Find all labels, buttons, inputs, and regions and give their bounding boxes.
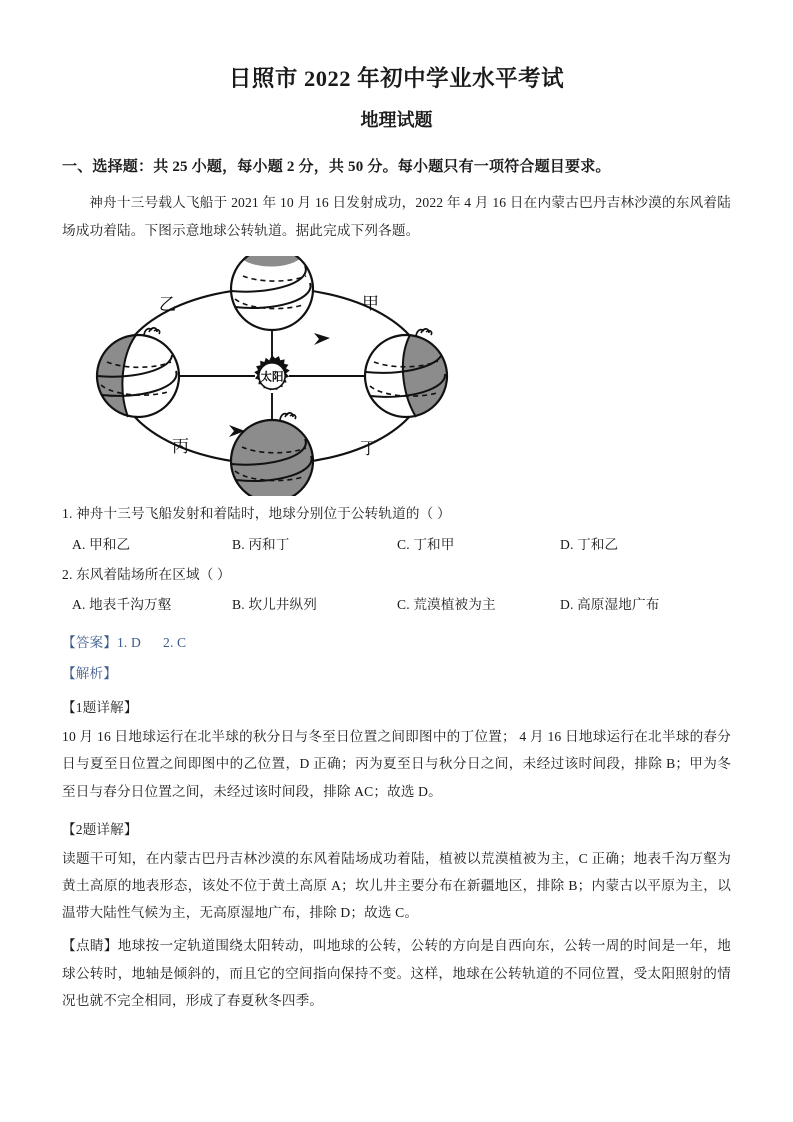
answer-line xyxy=(62,619,731,652)
question-1-option-a[interactable]: A. 甲和乙 xyxy=(72,536,131,552)
question-1-options xyxy=(62,533,731,559)
question-2-option-c[interactable]: C. 荒漠植被为主 xyxy=(397,597,496,613)
arc-label-jia: 甲 xyxy=(362,294,379,314)
globe-top xyxy=(227,256,317,334)
question-2-text: 东风着陆场所在区域（ ） xyxy=(76,566,231,582)
question-1-option-d[interactable]: D. 丁和乙 xyxy=(560,536,619,552)
answer-q1: 1. D xyxy=(116,635,141,651)
analysis-label: 【解析】 xyxy=(62,666,117,682)
analysis-tip: 【点睛】地球按一定轨道围绕太阳转动，叫地球的公转，公转的方向是自西向东，公转一周的时间是一年，地球公转时，地轴是倾斜的，而且它的空间指向保持不变。这样，地球在公转轨道的不同位置，受太阳照射的情况也就不完全相同，形成了春夏秋冬四季。 xyxy=(62,938,731,1008)
globe-bottom xyxy=(231,413,313,496)
earth-axis-tuft xyxy=(144,328,160,335)
earth-axis-tuft xyxy=(280,413,296,420)
detail-2-heading: 【2题详解】 xyxy=(62,821,138,837)
question-1-text: 神舟十三号飞船发射和着陆时，地球分别位于公转轨道的（ ） xyxy=(76,506,451,522)
answer-q2: 2. C xyxy=(163,635,187,651)
arc-label-yi: 乙 xyxy=(159,295,176,315)
question-1-number: 1. xyxy=(62,506,73,522)
arc-label-bing: 丙 xyxy=(172,437,189,457)
page-title: 日照市 2022 年初中学业水平考试 xyxy=(228,66,565,91)
question-1-option-b[interactable]: B. 丙和丁 xyxy=(232,536,290,552)
globe-left xyxy=(93,328,183,421)
sun-label: 太阳 xyxy=(260,372,284,385)
detail-1-heading: 【1题详解】 xyxy=(62,700,138,716)
globe-right xyxy=(361,329,451,421)
earth-orbit-diagram xyxy=(62,256,482,496)
sun-symbol xyxy=(254,355,290,391)
question-2-stem xyxy=(62,559,731,584)
arc-label-ding: 丁 xyxy=(360,439,377,459)
question-2-number: 2. xyxy=(62,566,73,582)
question-1-stem xyxy=(62,498,731,523)
detail-2-text: 读题干可知，在内蒙古巴丹吉林沙漠的东风着陆场成功着陆，植被以荒漠植被为主，C 正确；地表千沟万壑为黄土高原的地表形态，该处不位于黄土高原 A；坎儿井主要分布在新疆地区，排除 B；内蒙古以平原为主，以温带大陆性气候为主，无高原湿地广布，排除 D；故选 C。 xyxy=(62,850,731,921)
question-group-stem: 神舟十三号载人飞船于 2021 年 10 月 16 日发射成功，2022 年 4 月 16 日在内蒙古巴丹吉林沙漠的东风着陆场成功着陆。下图示意地球公转轨道。据此完成下列各题。 xyxy=(62,194,731,238)
question-2-option-b[interactable]: B. 坎儿井纵列 xyxy=(232,597,318,613)
question-2-option-d[interactable]: D. 高原湿地广布 xyxy=(560,597,660,613)
question-2-option-a[interactable]: A. 地表千沟万壑 xyxy=(72,597,172,613)
detail-1-text: 10 月 16 日地球运行在北半球的秋分日与冬至日位置之间即图中的丁位置； 4 月 16 日地球运行在北半球的春分日与夏至日位置之间即图中的乙位置，D 正确；丙为夏至日与秋分日之间，未经过该时间段，排除 B；甲为冬至日与春分日位置之间，未经过该时间段，排除 AC；故选 D。 xyxy=(62,729,731,799)
section-heading: 一、选择题：共 25 小题，每小题 2 分，共 50 分。每小题只有一项符合题目要求。 xyxy=(62,158,611,175)
question-2-options xyxy=(62,593,731,619)
page-subtitle: 地理试题 xyxy=(360,109,433,130)
earth-axis-tuft xyxy=(416,329,432,336)
question-1-option-c[interactable]: C. 丁和甲 xyxy=(397,536,455,552)
earth-orbit-figure xyxy=(62,256,731,498)
answer-label: 【答案】 xyxy=(62,635,117,651)
